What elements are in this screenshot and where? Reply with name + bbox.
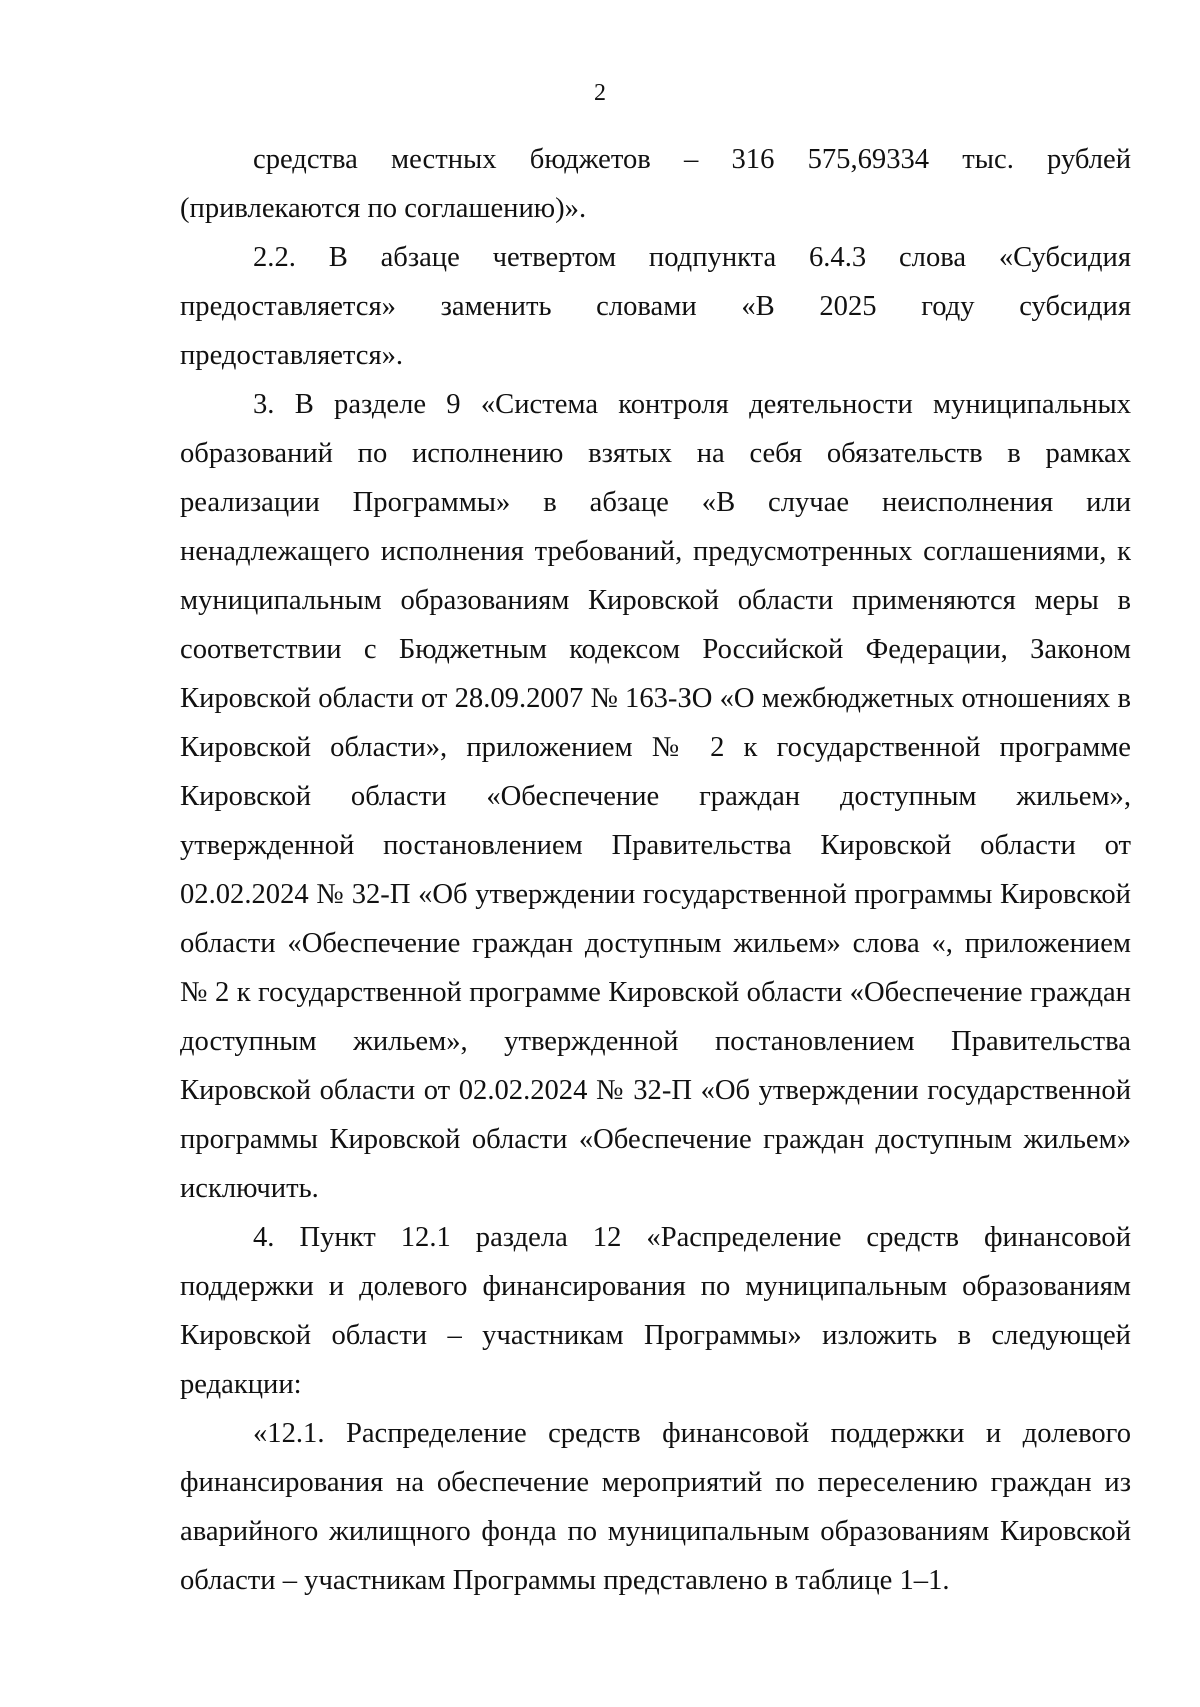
paragraph-item-2-2: 2.2. В абзаце четвертом подпункта 6.4.3 слова «Субсидия предоставляется» заменить словами «В 2025 году субсидия предоставляется». — [180, 242, 1131, 371]
document-body — [180, 135, 1131, 1605]
paragraph-continued: средства местных бюджетов – 316 575,69334 тыс. рублей (привлекаются по соглашению)». — [180, 144, 1131, 224]
paragraph-item-3: 3. В разделе 9 «Система контроля деятельности муниципальных образований по исполнению взятых на себя обязательств в рамках реализации Программы» в абзаце «В случае неисполнения или ненадлежащего исполнения требований, предусмотренных соглашениями, к муниципальным образованиям Кировской области применяются меры в соответствии с Бюджетным кодексом Российской Федерации, Законом Кировской области от 28.09.2007 № 163-ЗО «О межбюджетных отношениях в Кировской области», приложением № 2 к государственной программе Кировской области «Обеспечение граждан доступным жильем», утвержденной постановлением Правительства Кировской области от 02.02.2024 № 32-П «Об утверждении государственной программы Кировской области «Обеспечение граждан доступным жильем» слова «, приложением № 2 к государственной программе Кировской области «Обеспечение граждан доступным жильем», утвержденной постановлением Правительства Кировской области от 02.02.2024 № 32-П «Об утверждении государственной программы Кировской области «Обеспечение граждан доступным жильем» исключить. — [180, 389, 1131, 1204]
page-number: 2 — [594, 80, 606, 106]
paragraph-item-12-1: «12.1. Распределение средств финансовой поддержки и долевого финансирования на обеспечение мероприятий по переселению граждан из аварийного жилищного фонда по муниципальным образованиям Кировской области – участникам Программы представлено в таблице 1–1. — [180, 1418, 1131, 1596]
paragraph-item-4: 4. Пункт 12.1 раздела 12 «Распределение средств финансовой поддержки и долевого финансирования по муниципальным образованиям Кировской области – участникам Программы» изложить в следующей редакции: — [180, 1222, 1131, 1400]
